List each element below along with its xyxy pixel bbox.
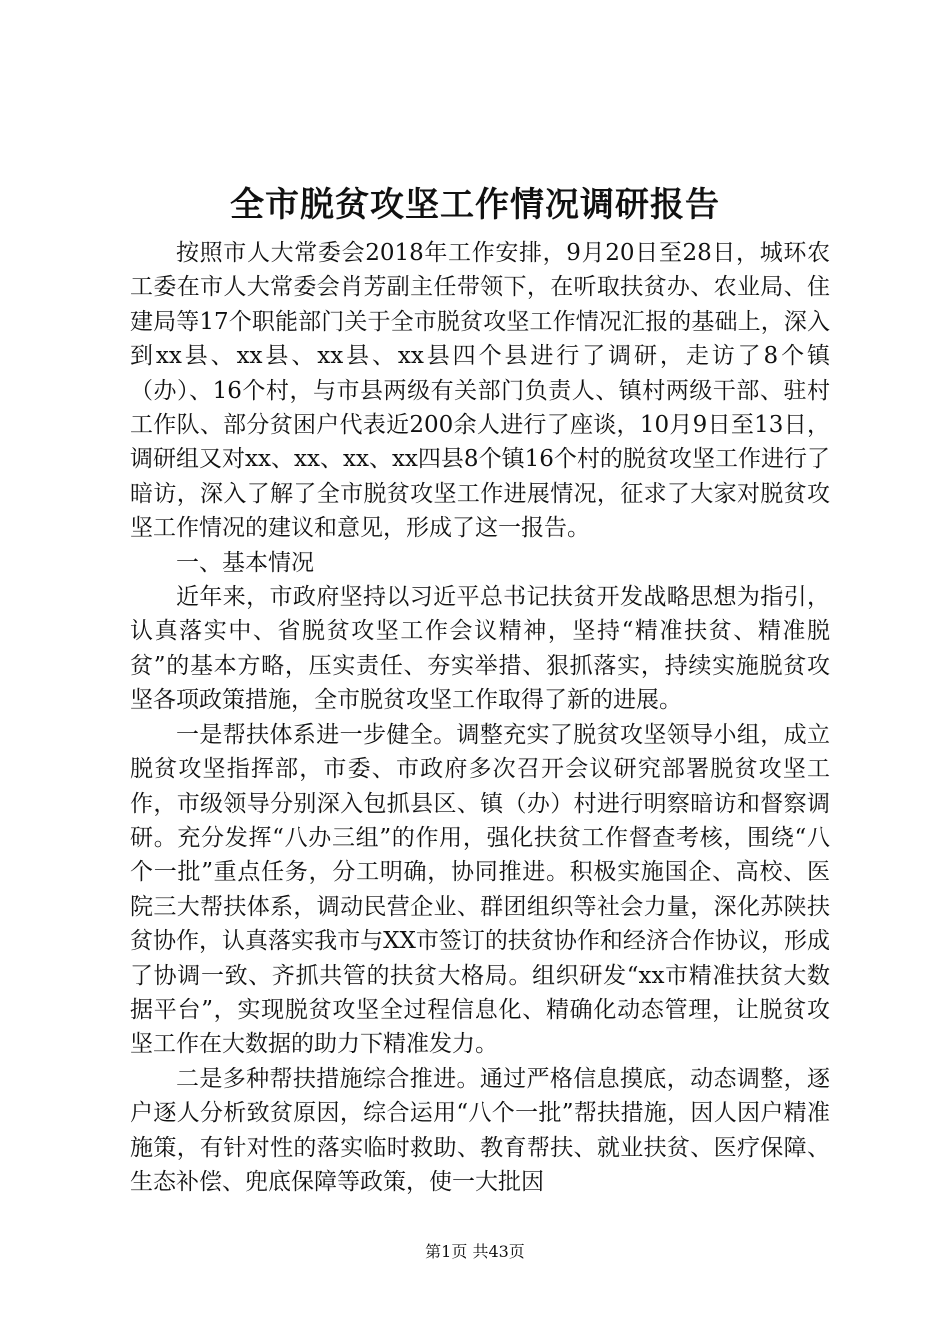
page-number-footer: 第1页 共43页 <box>425 1242 525 1261</box>
intro-paragraph: 按照市人大常委会2018年工作安排，9月20日至28日，城环农工委在市人大常委会肖芳副主任带领下，在听取扶贫办、农业局、住建局等17个职能部门关于全市脱贫攻坚工作情况汇报的基础上，深入到xx县、xx县、xx县、xx县四个县进行了调研，走访了8个镇（办）、16个村，与市县两级有关部门负责人、镇村两级干部、驻村工作队、部分贫困户代表近200余人进行了座谈，10月9日至13日，调研组又对xx、xx、xx、xx四县8个镇16个村的脱贫攻坚工作进行了暗访，深入了解了全市脱贫攻坚工作进展情况，征求了大家对脱贫攻坚工作情况的建议和意见，形成了这一报告。 <box>130 240 830 542</box>
document-title: 全市脱贫攻坚工作情况调研报告 <box>230 185 720 225</box>
document-body <box>130 236 830 1199</box>
support-system-paragraph: 一是帮扶体系进一步健全。调整充实了脱贫攻坚领导小组，成立脱贫攻坚指挥部，市委、市政府多次召开会议研究部署脱贫攻坚工作，市级领导分别深入包抓县区、镇（办）村进行明察暗访和督察调研。充分发挥“八办三组”的作用，强化扶贫工作督查考核，围绕“八个一批”重点任务，分工明确，协同推进。积极实施国企、高校、医院三大帮扶体系，调动民营企业、群团组织等社会力量，深化苏陕扶贫协作，认真落实我市与XX市签订的扶贫协作和经济合作协议，形成了协调一致、齐抓共管的扶贫大格局。组织研发“xx市精准扶贫大数据平台”，实现脱贫攻坚全过程信息化、精确化动态管理，让脱贫攻坚工作在大数据的助力下精准发力。 <box>130 721 830 1058</box>
section-heading-basic-situation: 一、基本情况 <box>176 549 314 576</box>
support-measures-paragraph: 二是多种帮扶措施综合推进。通过严格信息摸底，动态调整，逐户逐人分析致贫原因，综合运用“八个一批”帮扶措施，因人因户精准施策，有针对性的落实临时救助、教育帮扶、就业扶贫、医疗保障、生态补偿、兜底保障等政策，使一大批因 <box>130 1065 830 1195</box>
basic-situation-paragraph: 近年来，市政府坚持以习近平总书记扶贫开发战略思想为指引，认真落实中、省脱贫攻坚工作会议精神，坚持“精准扶贫、精准脱贫”的基本方略，压实责任、夯实举措、狠抓落实，持续实施脱贫攻坚各项政策措施，全市脱贫攻坚工作取得了新的进展。 <box>130 584 830 714</box>
